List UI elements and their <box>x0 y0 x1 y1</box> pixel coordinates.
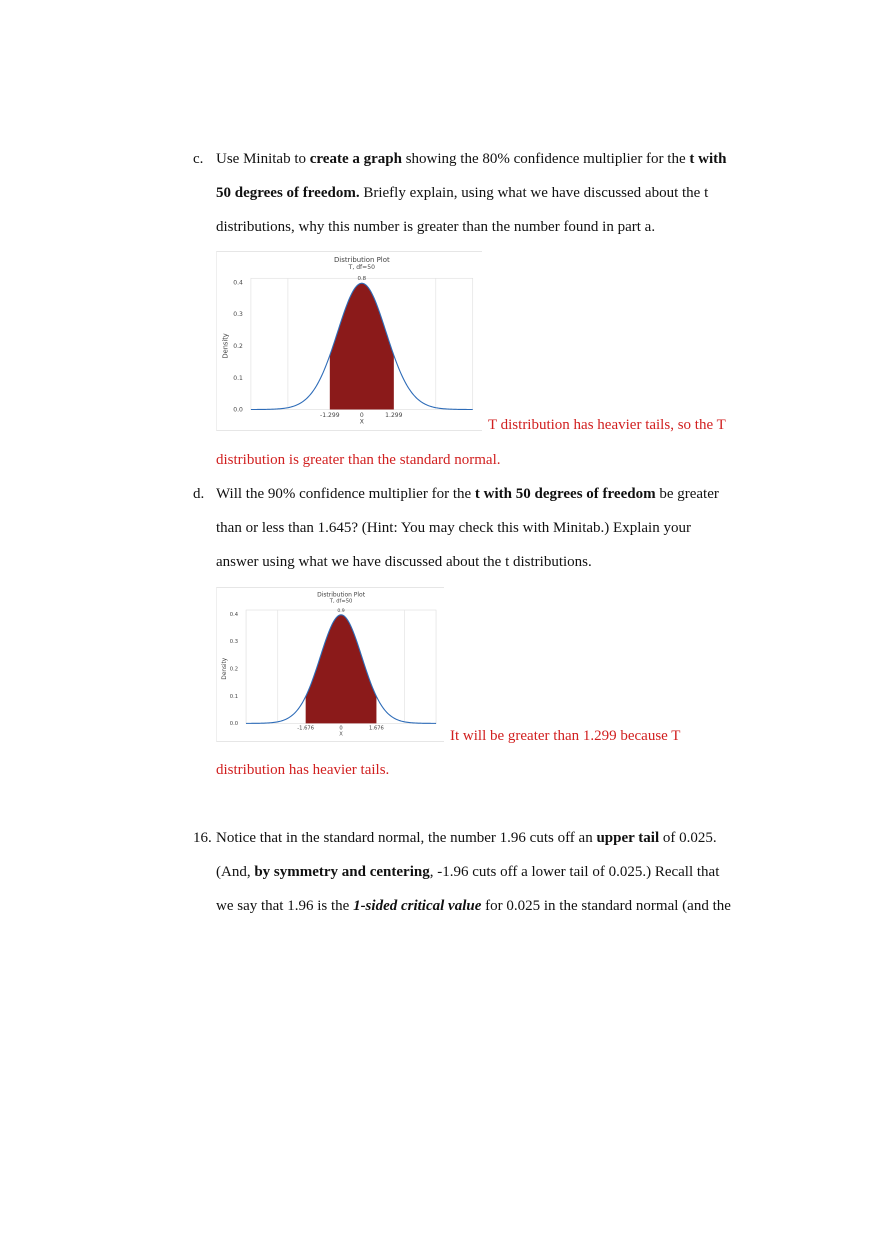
item-16-line-1 <box>216 829 717 847</box>
text-run: Use Minitab to <box>216 151 310 167</box>
item-d-line-3: answer using what we have discussed about the t distributions. <box>216 554 592 570</box>
text-run: (And, <box>216 864 255 880</box>
item-c-answer-line-2: distribution is greater than the standard normal. <box>216 452 501 468</box>
distribution-plot-svg <box>217 252 482 430</box>
x-tick-label: 1.676 <box>369 725 384 732</box>
x-tick-label: 0 <box>359 411 364 419</box>
chart-subtitle: T, df=50 <box>348 263 375 271</box>
chart-title: Distribution Plot <box>317 591 366 599</box>
text-run: for 0.025 in the standard normal (and the <box>481 898 731 914</box>
y-tick-label: 0.4 <box>229 611 239 618</box>
bold-run: t with <box>689 151 727 167</box>
item-c-line-2 <box>216 184 708 202</box>
bold-italic-run: 1-sided critical value <box>353 898 482 914</box>
x-tick-label: 1.299 <box>385 411 403 419</box>
y-tick-label: 0.0 <box>233 406 243 414</box>
item-c-marker: c. <box>193 151 204 167</box>
item-d-answer-line-1: It will be greater than 1.299 because T <box>450 728 681 744</box>
y-tick-label: 0.1 <box>229 693 239 700</box>
item-d-answer-line-2: distribution has heavier tails. <box>216 762 390 778</box>
distribution-plot-1 <box>216 251 482 431</box>
area-label: 0.9 <box>337 608 345 614</box>
x-tick-label: 0 <box>339 725 343 732</box>
bold-run: t with 50 degrees of freedom <box>474 486 656 502</box>
text-run: Will the 90% confidence multiplier for the <box>216 486 475 502</box>
chart-title: Distribution Plot <box>333 255 390 264</box>
item-d-line-2: than or less than 1.645? (Hint: You may check this with Minitab.) Explain your <box>216 520 691 536</box>
distribution-plot-svg <box>217 588 444 741</box>
item-d-marker: d. <box>193 486 205 502</box>
bold-run: upper tail <box>596 830 660 846</box>
y-tick-label: 0.3 <box>233 311 243 319</box>
y-tick-label: 0.1 <box>233 374 243 382</box>
x-axis-label: X <box>339 731 343 738</box>
y-tick-label: 0.3 <box>229 639 239 646</box>
y-tick-label: 0.0 <box>229 721 239 728</box>
item-c-answer-line-1: T distribution has heavier tails, so the T <box>488 417 726 433</box>
item-c-line-3: distributions, why this number is greater than the number found in part a. <box>216 219 656 235</box>
bold-run: create a graph <box>309 151 402 167</box>
chart-subtitle: T, df=50 <box>329 598 353 605</box>
text-run: be greater <box>655 486 719 502</box>
text-run: Notice that in the standard normal, the number 1.96 cuts off an <box>216 830 597 846</box>
y-tick-label: 0.4 <box>233 279 243 287</box>
x-axis-label: X <box>359 418 364 426</box>
area-label: 0.8 <box>357 276 367 283</box>
text-run: , -1.96 cuts off a lower tail of 0.025.) Recall that <box>429 864 720 880</box>
text-run: of 0.025. <box>659 830 717 846</box>
text-run: we say that 1.96 is the <box>216 898 354 914</box>
item-d-line-1 <box>216 485 719 503</box>
item-16-line-2 <box>216 863 719 881</box>
bold-run: 50 degrees of freedom. <box>216 185 360 201</box>
x-tick-label: -1.676 <box>297 725 315 732</box>
bold-run: by symmetry and centering <box>254 864 430 880</box>
x-tick-label: -1.299 <box>320 411 340 419</box>
item-16-line-3 <box>216 897 731 915</box>
y-tick-label: 0.2 <box>233 343 243 351</box>
item-16-marker: 16. <box>193 830 212 846</box>
y-axis-label: Density <box>221 333 230 359</box>
text-run: Briefly explain, using what we have discussed about the t <box>359 185 709 201</box>
item-c-line-1 <box>216 150 726 168</box>
y-axis-label: Density <box>222 657 229 680</box>
distribution-plot-2 <box>216 587 444 742</box>
y-tick-label: 0.2 <box>229 666 239 673</box>
text-run: showing the 80% confidence multiplier for the <box>401 151 690 167</box>
